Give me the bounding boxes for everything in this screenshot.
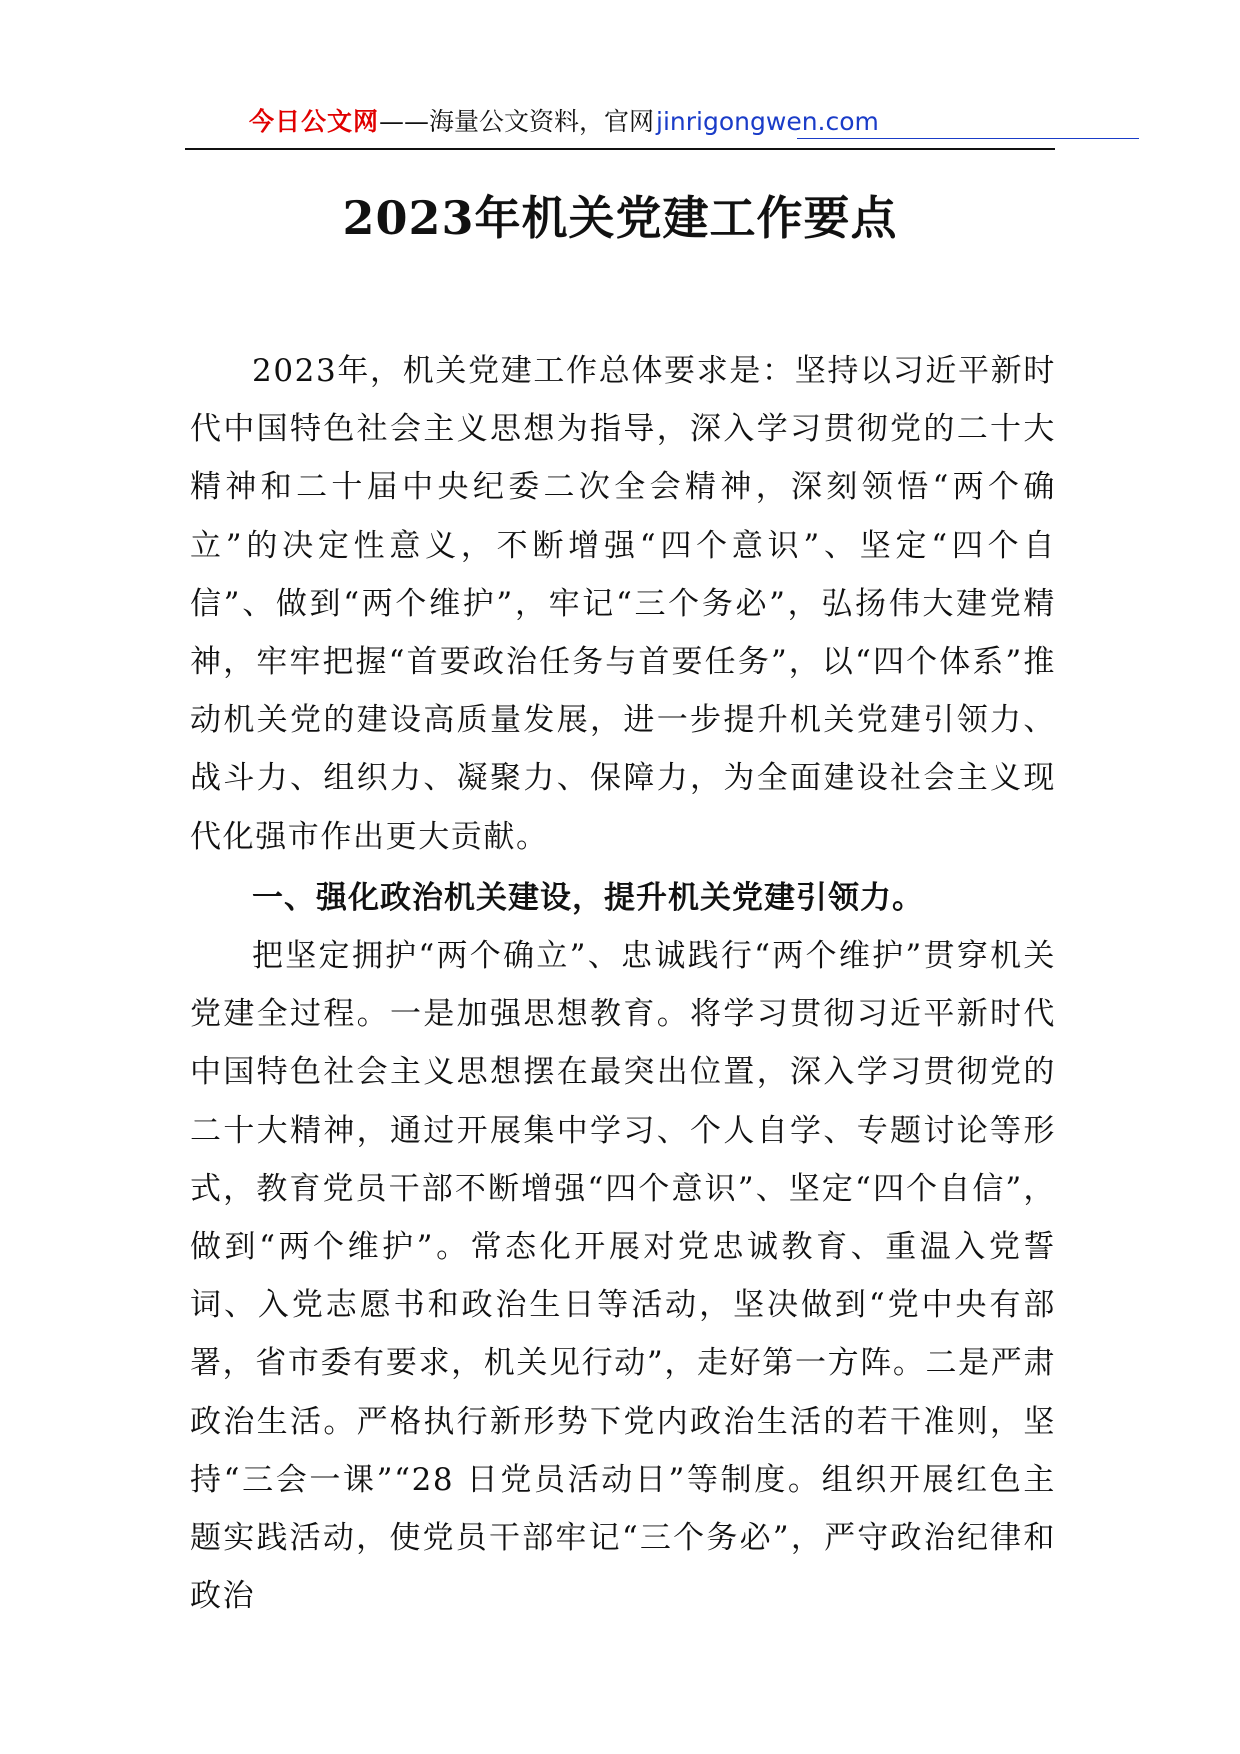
section-body-paragraph: 把坚定拥护“两个确立”、忠诚践行“两个维护”贯穿机关党建全过程。一是加强思想教育。将学习贯彻习近平新时代中国特色社会主义思想摆在最突出位置，深入学习贯彻党的二十大精神，通过开展集中学习、个人自学、专题讨论等形式，教育党员干部不断增强“四个意识”、坚定“四个自信”，做到“两个维护”。常态化开展对党忠诚教育、重温入党誓词、入党志愿书和政治生日等活动，坚决做到“党中央有部署，省市委有要求，机关见行动”，走好第一方阵。二是严肃政治生活。严格执行新形势下党内政治生活的若干准则，坚持“三会一课”“28 日党员活动日”等制度。组织开展红色主题实践活动，使党员干部牢记“三个务必”，严守政治纪律和政治 bbox=[190, 938, 1056, 1615]
header-tagline: ——海量公文资料，官网 bbox=[379, 107, 655, 136]
brand-logo-text: 今日公文网 bbox=[249, 107, 380, 136]
site-link[interactable]: jinrigongwen.com bbox=[656, 107, 879, 136]
header-divider bbox=[185, 148, 1055, 150]
document-title: 2023年机关党建工作要点 bbox=[342, 191, 898, 245]
header-text bbox=[249, 106, 879, 138]
page-header bbox=[185, 104, 1055, 144]
site-link-underline bbox=[797, 138, 1139, 139]
intro-paragraph: 2023年，机关党建工作总体要求是：坚持以习近平新时代中国特色社会主义思想为指导，深入学习贯彻党的二十大精神和二十届中央纪委二次全会精神，深刻领悟“两个确立”的决定性意义，不断增强“四个意识”、坚定“四个自信”、做到“两个维护”，牢记“三个务必”，弘扬伟大建党精神，牢牢把握“首要政治任务与首要任务”，以“四个体系”推动机关党的建设高质量发展，进一步提升机关党建引领力、战斗力、组织力、凝聚力、保障力，为全面建设社会主义现代化强市作出更大贡献。 bbox=[190, 353, 1056, 855]
section-heading: 一、强化政治机关建设，提升机关党建引领力。 bbox=[252, 880, 924, 916]
